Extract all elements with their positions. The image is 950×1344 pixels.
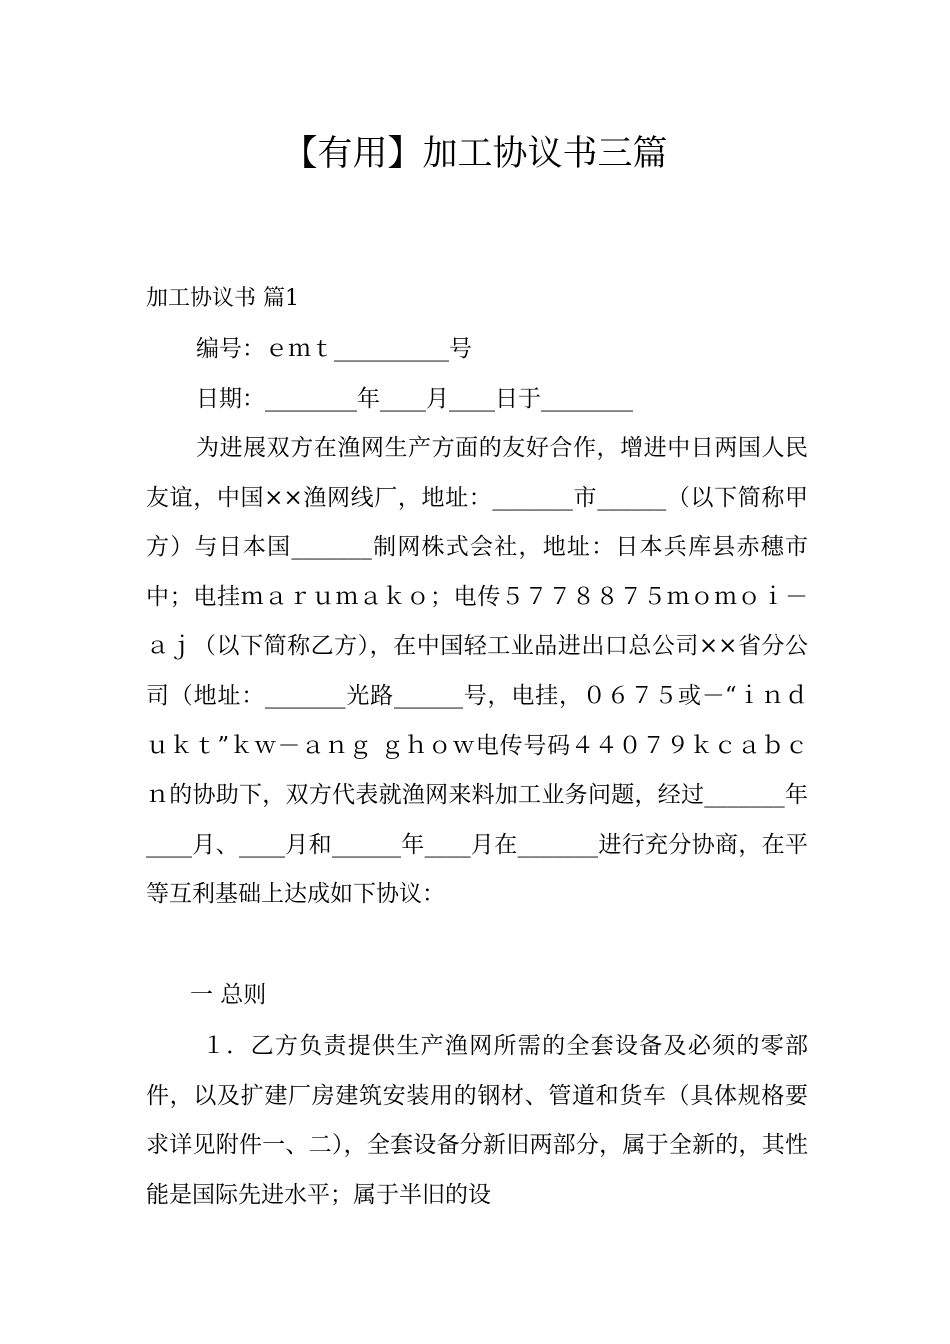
intro-paragraph: 为进展双方在渔网生产方面的友好合作，增进中日两国人民友谊，中国××渔网线厂，地址：_______市______（以下简称甲方）与日本国_______制网株式会社，地址：日本兵库县赤穗市中；电挂ｍａｒｕｍａｋｏ；电传５７７８８７５ｍｏｍｏｉ－ａｊ（以下简称乙方），在中国轻工业品进出口总公司××省分公司（地址：_______光路______号，电挂，０６７５或－“ｉｎｄｕｋｔ”ｋｗ－ａｎｇ ｇｈｏｗ电传号码４４０７９ｋｃａｂｃｎ的协助下，双方代表就渔网来料加工业务问题，经过_______年____月、____月和______年____月在_______进行充分协商，在平等互利基础上达成如下协议： bbox=[146, 435, 808, 908]
document-title: 【有用】加工协议书三篇 bbox=[282, 134, 668, 174]
clause-1-paragraph: １．乙方负责提供生产渔网所需的全套设备及必须的零部件，以及扩建厂房建筑安装用的钢材、管道和货车（具体规格要求详见附件一、二），全套设备分新旧两部分，属于全新的，其性能是国际先进水平；属于半旧的设 bbox=[146, 1033, 808, 1208]
date-line: 日期：________年____月____日于________ bbox=[196, 386, 633, 412]
chapter-heading-general: 一 总则 bbox=[190, 982, 267, 1008]
section-heading: 加工协议书 篇1 bbox=[146, 286, 299, 311]
number-line: 编号：ｅｍｔ__________号 bbox=[196, 336, 472, 362]
